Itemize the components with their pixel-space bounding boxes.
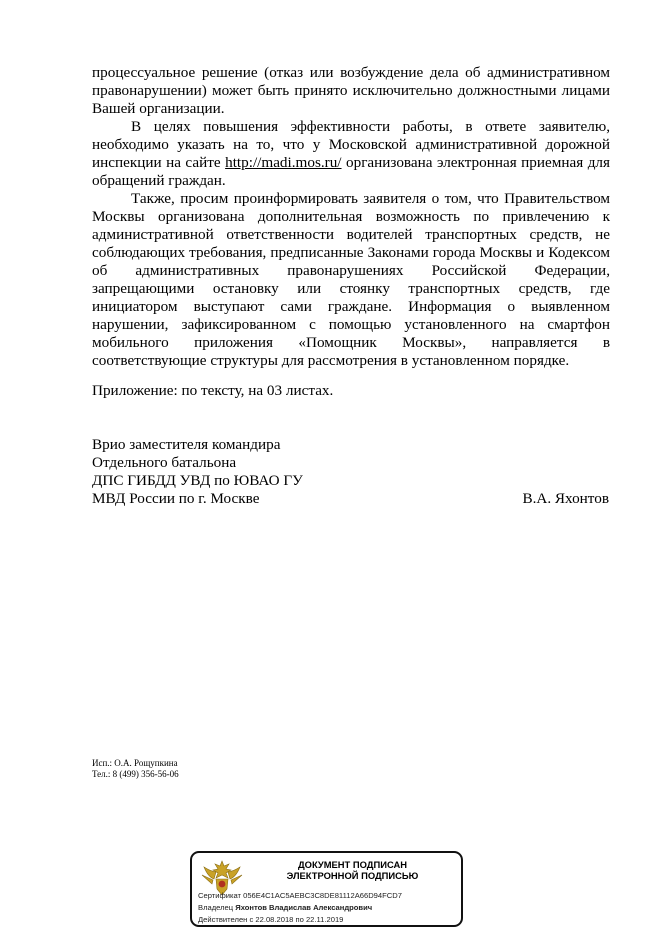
letter-body — [92, 64, 610, 370]
stamp-owner — [198, 903, 372, 912]
stamp-validity: Действителен с 22.08.2018 по 22.11.2019 — [198, 915, 344, 924]
paragraph-2 — [92, 118, 610, 190]
attachment-note: Приложение: по тексту, на 03 листах. — [92, 382, 334, 399]
stamp-title — [250, 859, 455, 881]
signature-position-line-3: ДПС ГИБДД УВД по ЮВАО ГУ — [92, 472, 303, 489]
executor-phone: Тел.: 8 (499) 356-56-06 — [92, 769, 179, 779]
signature-position-line-2: Отдельного батальона — [92, 454, 237, 471]
paragraph-1: процессуальное решение (отказ или возбуждение дела об административном правонарушении) может быть принято исключительно должностными лицами Вашей организации. — [92, 64, 610, 117]
stamp-certificate: Сертификат 056E4C1AC5AEBC3C8DE81112A66D94FCD7 — [198, 891, 402, 900]
paragraph-3: Также, просим проинформировать заявителя о том, что Правительством Москвы организована дополнительная возможность по привлечению к административной ответственности водителей транспортных средств, не соблюдающих требования, предписанные Законами города Москвы и Кодексом об административных правонарушениях Российской Федерации, запрещающими остановку или стоянку транспортных средств, где инициатором выступают сами граждане. Информация о выявленном нарушении, зафиксированном с помощью установленного на смартфон мобильного приложения «Помощник Москвы», направляется в соответствующие структуры для рассмотрения в установленном порядке. — [92, 190, 610, 369]
executor-info — [92, 758, 179, 780]
electronic-signature-stamp — [190, 851, 463, 927]
stamp-title-line-2: ЭЛЕКТРОННОЙ ПОДПИСЬЮ — [286, 870, 419, 881]
paragraph-2-end: организована электронная приемная для обращений граждан. — [92, 154, 610, 189]
signer-name: В.А. Яхонтов — [522, 490, 609, 507]
signature-block — [92, 436, 612, 508]
executor-name: Исп.: О.А. Рощупкина — [92, 758, 178, 768]
paragraph-2-start: В целях повышения эффективности работы, в ответе заявителю, необходимо указать на то, что у Московской административной дорожной инспекции на сайте — [92, 118, 610, 171]
stamp-owner-label: Владелец — [198, 903, 234, 912]
signature-position-line-1: Врио заместителя командира — [92, 436, 281, 453]
stamp-owner-name: Яхонтов Владислав Александрович — [235, 903, 373, 912]
signature-position-line-4: МВД России по г. Москве — [92, 490, 260, 507]
madi-link[interactable]: http://madi.mos.ru/ — [225, 154, 342, 171]
stamp-title-line-1: ДОКУМЕНТ ПОДПИСАН — [297, 859, 408, 870]
